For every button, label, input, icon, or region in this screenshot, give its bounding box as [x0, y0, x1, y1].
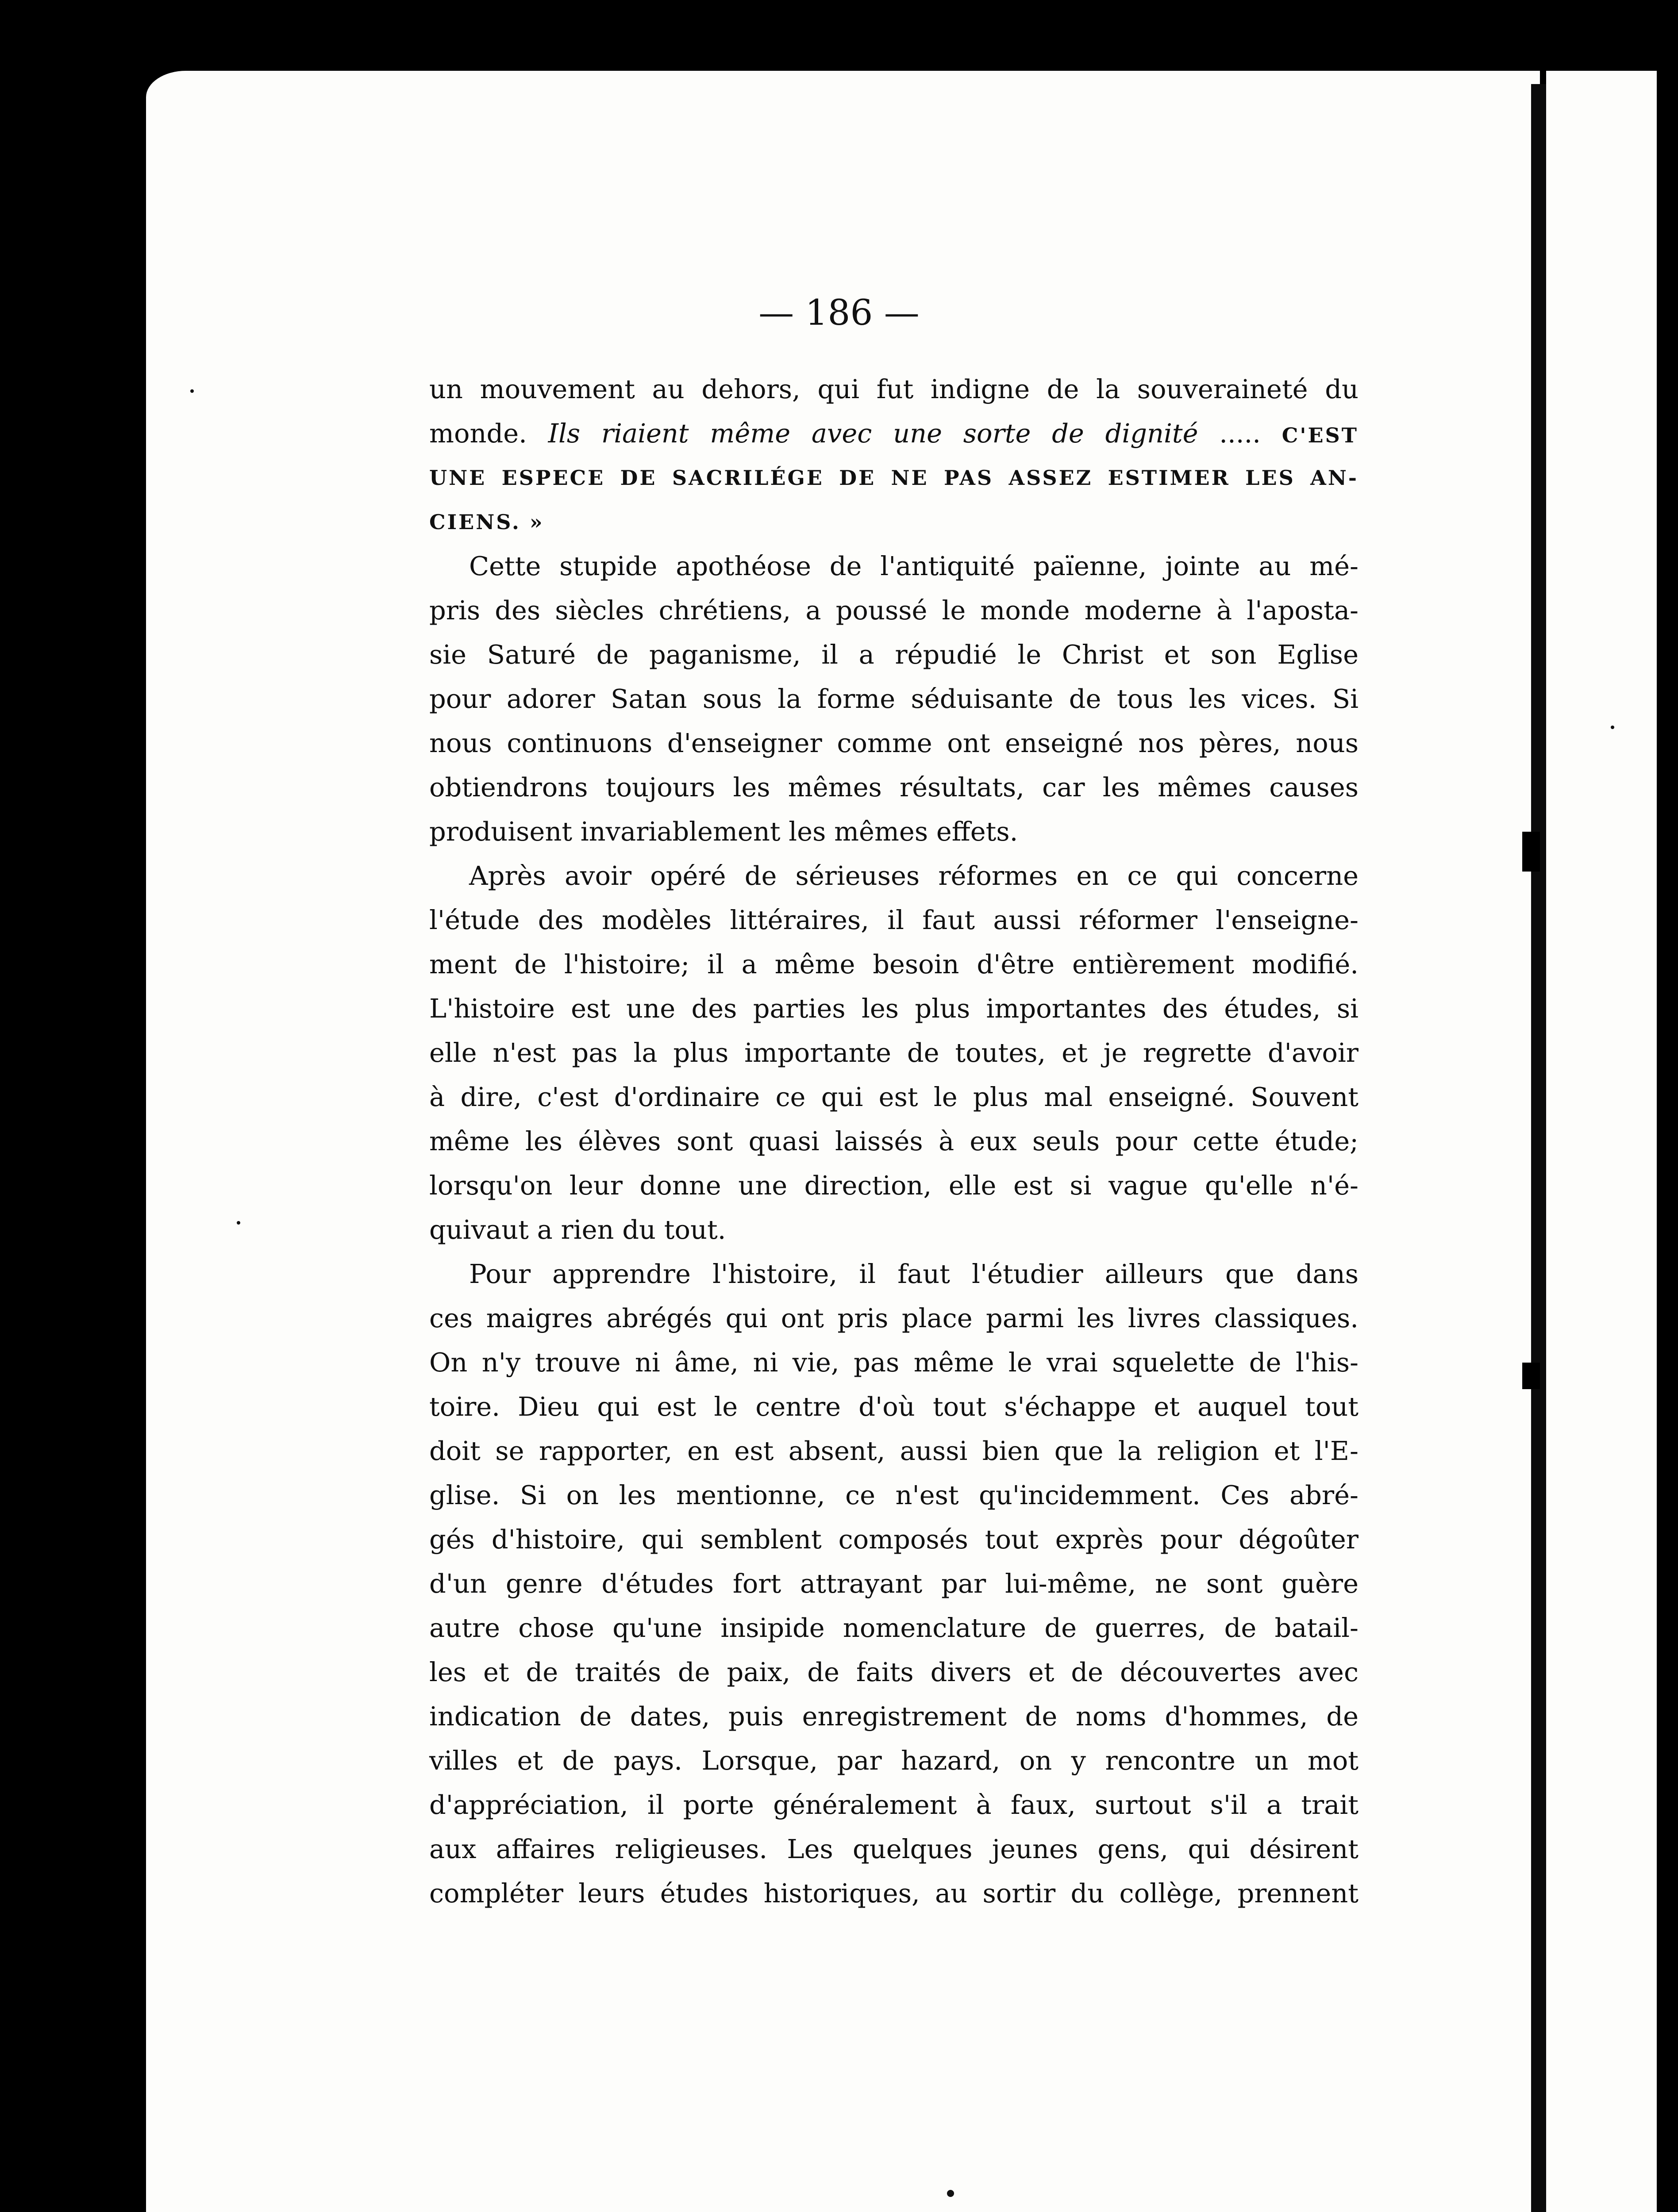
text-line: nous continuons d'enseigner comme ont enseigné nos pères, nous — [429, 728, 1359, 758]
text-line: à dire, c'est d'ordinaire ce qui est le plus mal enseigné. Souvent — [429, 1082, 1359, 1112]
text-line: On n'y trouve ni âme, ni vie, pas même le vrai squelette de l'his- — [429, 1347, 1359, 1378]
text-line: d'un genre d'études fort attrayant par lui-même, ne sont guère — [429, 1568, 1359, 1599]
text-line: elle n'est pas la plus importante de toutes, et je regrette d'avoir — [429, 1037, 1359, 1068]
text-line: l'étude des modèles littéraires, il faut aussi réformer l'enseigne- — [429, 905, 1359, 935]
text-line: pour adorer Satan sous la forme séduisante de tous les vices. Si — [429, 684, 1359, 714]
text-line-caps: UNE ESPECE DE SACRILÉGE DE NE PAS ASSEZ ESTIMER LES AN- — [429, 466, 1359, 490]
paper-speck — [190, 389, 194, 393]
text-line: aux affaires religieuses. Les quelques jeunes gens, qui désirent — [429, 1834, 1359, 1864]
paper-speck — [237, 1221, 240, 1225]
body-text — [429, 367, 1359, 1916]
text-line: villes et de pays. Lorsque, par hazard, on y rencontre un mot — [429, 1745, 1359, 1776]
text-line: un mouvement au dehors, qui fut indigne de la souveraineté du — [429, 374, 1359, 404]
text-line: autre chose qu'une insipide nomenclature de guerres, de batail- — [429, 1613, 1359, 1643]
text-line: ces maigres abrégés qui ont pris place parmi les livres classiques. — [429, 1303, 1359, 1333]
text-line: glise. Si on les mentionne, ce n'est qu'incidemment. Ces abré- — [429, 1480, 1359, 1510]
text-line: Cette stupide apothéose de l'antiquité païenne, jointe au mé- — [469, 551, 1359, 581]
book-gutter — [1531, 84, 1546, 2212]
text-line: les et de traités de paix, de faits divers et de découvertes avec — [429, 1657, 1359, 1687]
text-line: obtiendrons toujours les mêmes résultats, car les mêmes causes — [429, 772, 1359, 803]
smallcaps-text: C'EST — [1282, 423, 1359, 447]
text-line: doit se rapporter, en est absent, aussi bien que la religion et l'E- — [429, 1436, 1359, 1466]
text-line: lorsqu'on leur donne une direction, elle est si vague qu'elle n'é- — [429, 1170, 1359, 1201]
text-segment: monde. — [429, 418, 548, 449]
text-line: Pour apprendre l'histoire, il faut l'étudier ailleurs que dans — [469, 1259, 1359, 1289]
gutter-mark — [1522, 832, 1540, 872]
text-line: toire. Dieu qui est le centre d'où tout s'échappe et auquel tout — [429, 1391, 1359, 1422]
text-line: gés d'histoire, qui semblent composés tout exprès pour dégoûter — [429, 1524, 1359, 1555]
text-line: produisent invariablement les mêmes effets. — [429, 816, 1018, 847]
text-line: sie Saturé de paganisme, il a répudié le Christ et son Eglise — [429, 639, 1359, 670]
text-line: indication de dates, puis enregistrement de noms d'hommes, de — [429, 1701, 1359, 1732]
text-line: Après avoir opéré de sérieuses réformes en ce qui concerne — [469, 860, 1359, 891]
text-line-caps: CIENS. » — [429, 510, 544, 534]
gutter-mark — [1522, 1363, 1540, 1389]
text-line: d'appréciation, il porte généralement à faux, surtout s'il a trait — [429, 1790, 1359, 1820]
text-line: quivaut a rien du tout. — [429, 1214, 726, 1245]
facing-page-edge — [1546, 71, 1657, 2212]
text-line: compléter leurs études historiques, au sortir du collège, prennent — [429, 1878, 1359, 1909]
text-line: L'histoire est une des parties les plus importantes des études, si — [429, 993, 1359, 1024]
text-line: ment de l'histoire; il a même besoin d'être entièrement modifié. — [429, 949, 1359, 979]
text-line-mixed — [429, 411, 1359, 456]
text-line: pris des siècles chrétiens, a poussé le monde moderne à l'aposta- — [429, 595, 1359, 626]
page-number: — 186 — — [758, 292, 920, 333]
text-segment: ..... — [1198, 418, 1282, 449]
paper-speck — [1611, 726, 1614, 729]
italic-quote: Ils riaient même avec une sorte de dignité — [548, 418, 1198, 449]
text-line: même les élèves sont quasi laissés à eux seuls pour cette étude; — [429, 1126, 1359, 1156]
paper-speck — [947, 2190, 954, 2197]
